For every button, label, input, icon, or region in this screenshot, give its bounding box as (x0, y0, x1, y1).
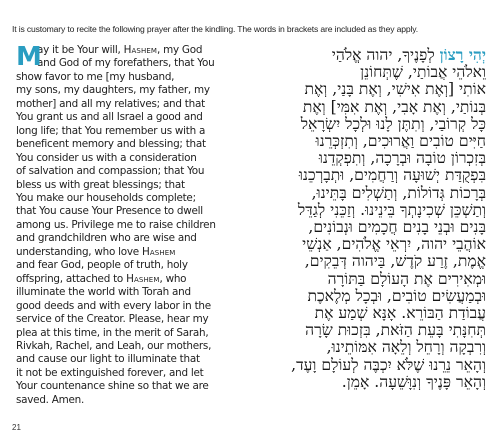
hebrew-line: כָּל קְרוֹבַי, וְתִתֶּן לָנוּ וּלְכָל יִשְׂרָאֵל (300, 114, 486, 133)
hebrew-line: בְּרָכוֹת גְּדוֹלוֹת, וְתַשְׁלִים בָּתֵּינוּ, (311, 183, 486, 202)
hebrew-line: בְּנוֹתַי, וְאֶת אָבִי, וְאֶת אִמִּי] וְאֶת (302, 97, 486, 116)
english-prayer (16, 44, 233, 407)
english-line: my sons, my daughters, my father, my (16, 84, 210, 97)
hebrew-line: בָּנִים וּבְנֵי בָנִים חֲכָמִים וּנְבוֹנִים, (308, 218, 486, 237)
english-line: beneficent memory and blessing; that (16, 138, 206, 151)
drop-cap: M (16, 42, 42, 72)
english-line: and cause our light to illuminate that (16, 353, 200, 366)
english-line: bless us with great blessings; that (16, 178, 185, 191)
english-line: and fear God, people of truth, holy (16, 259, 188, 272)
english-line: show favor to me [my husband, (16, 70, 175, 83)
hebrew-line: וְהָאֵר פָּנֶיךָ וְנִוָּשֵׁעָה. אָמֵן. (341, 372, 486, 391)
hebrew-line: וּבְמַעֲשִׂים טוֹבִים, וּבְכָל מְלֶאכֶת (307, 286, 486, 305)
english-line: Your countenance shine so that we are (16, 380, 209, 393)
hebrew-line: חַיִּים טוֹבִים וַאֲרוּכִים, וְתִזְכְּרֵנוּ (315, 132, 486, 151)
hebrew-line: וְהָאֵר נֵרֵנוּ שֶׁלֹּא יִכְבֶּה לְעוֹלָם וָעֶד, (291, 355, 486, 374)
divine-name: Hashem (141, 245, 176, 258)
english-line: and grandchildren who are wise and (16, 232, 197, 245)
hebrew-line: אוֹהֲבֵי יהוה, יִרְאֵי אֱלֹהִים, אַנְשֵׁי (302, 235, 486, 254)
hebrew-line: יְהִי רָצוֹן לְפָנֶיךָ, יהוה אֱלֹהַי (331, 45, 486, 64)
english-line: saved. Amen. (16, 393, 85, 406)
divine-name: Hashem (126, 272, 160, 285)
hebrew-line: וְרִבְקָה וְרָחֵל וְלֵאָה אִמּוֹתֵינוּ, (326, 338, 486, 357)
hebrew-line: בְּזִכְרוֹן טוֹבָה וּבְרָכָה, וְתִפְקְדֵנוּ (318, 149, 486, 168)
english-line: offspring, attached to Hashem, who (16, 272, 187, 285)
hebrew-line: אוֹתִי [וְאֶת אִישִׁי, וְאֶת בָּנַי, וְאֶת (304, 80, 486, 99)
divine-name: Hashem (123, 44, 157, 56)
english-line: plea at this time, in the merit of Sarah, (16, 326, 209, 339)
english-line: long life; that You remember us with a (16, 124, 206, 137)
english-line: You grant us and all Israel a good and (16, 111, 203, 124)
hebrew-line: וּמְאִירִים אֶת הָעוֹלָם בַּתּוֹרָה (327, 269, 486, 288)
hebrew-line: בִּפְקֻדַּת יְשׁוּעָה וְרַחֲמִים, וּתְבָרְכֵנוּ (298, 166, 486, 185)
english-line: You consider us with a consideration (16, 151, 197, 164)
english-line: of salvation and compassion; that You (16, 165, 205, 178)
english-line: mother] and all my relatives; and that (16, 97, 205, 110)
page-number: 21 (12, 423, 21, 432)
hebrew-line: אֱמֶת, זֶרַע קֹדֶשׁ, בַּיהוה דְּבֵקִים, (304, 252, 486, 271)
english-line: illuminate the world with Torah and (16, 286, 191, 299)
hebrew-prayer (250, 46, 486, 391)
english-line: understanding, who love Hashem (16, 245, 176, 258)
english-line: among us. Privilege me to raise children (16, 218, 216, 231)
english-line: You make our households complete; (16, 191, 196, 204)
english-line: and God of my forefathers, that You (37, 57, 215, 70)
intro-instruction: It is customary to recite the following prayer after the kindling. The words in brackets are included as they apply. (12, 24, 418, 34)
english-line: it not be extinguished forever, and let (16, 366, 204, 379)
hebrew-line: עֲבוֹדַת הַבּוֹרֵא. אָנָּא שְׁמַע אֶת (314, 304, 486, 323)
hebrew-line: תְּחִנָּתִי בָּעֵת הַזֹּאת, בִּזְכוּת שָׂרָה (305, 321, 486, 340)
hebrew-line: וְתַשְׁכֵּן שְׁכִינָתְךָ בֵּינֵינוּ. וְזַכֵּנִי לְגַדֵּל (297, 200, 486, 219)
hebrew-line: וֵאלֹהֵי אֲבוֹתַי, שֶׁתְּחוֹנֵן (360, 63, 486, 82)
english-line: Rivkah, Rachel, and Leah, our mothers, (16, 339, 212, 352)
hebrew-opening-words: יְהִי רָצוֹן (439, 45, 486, 64)
english-line: that You cause Your Presence to dwell (16, 205, 203, 218)
english-line: service of the Creator. Please, hear my (16, 313, 209, 326)
english-line: good deeds and with every labor in the (16, 299, 211, 312)
english-line: ay it be Your will, Hashem, my God (37, 44, 203, 56)
